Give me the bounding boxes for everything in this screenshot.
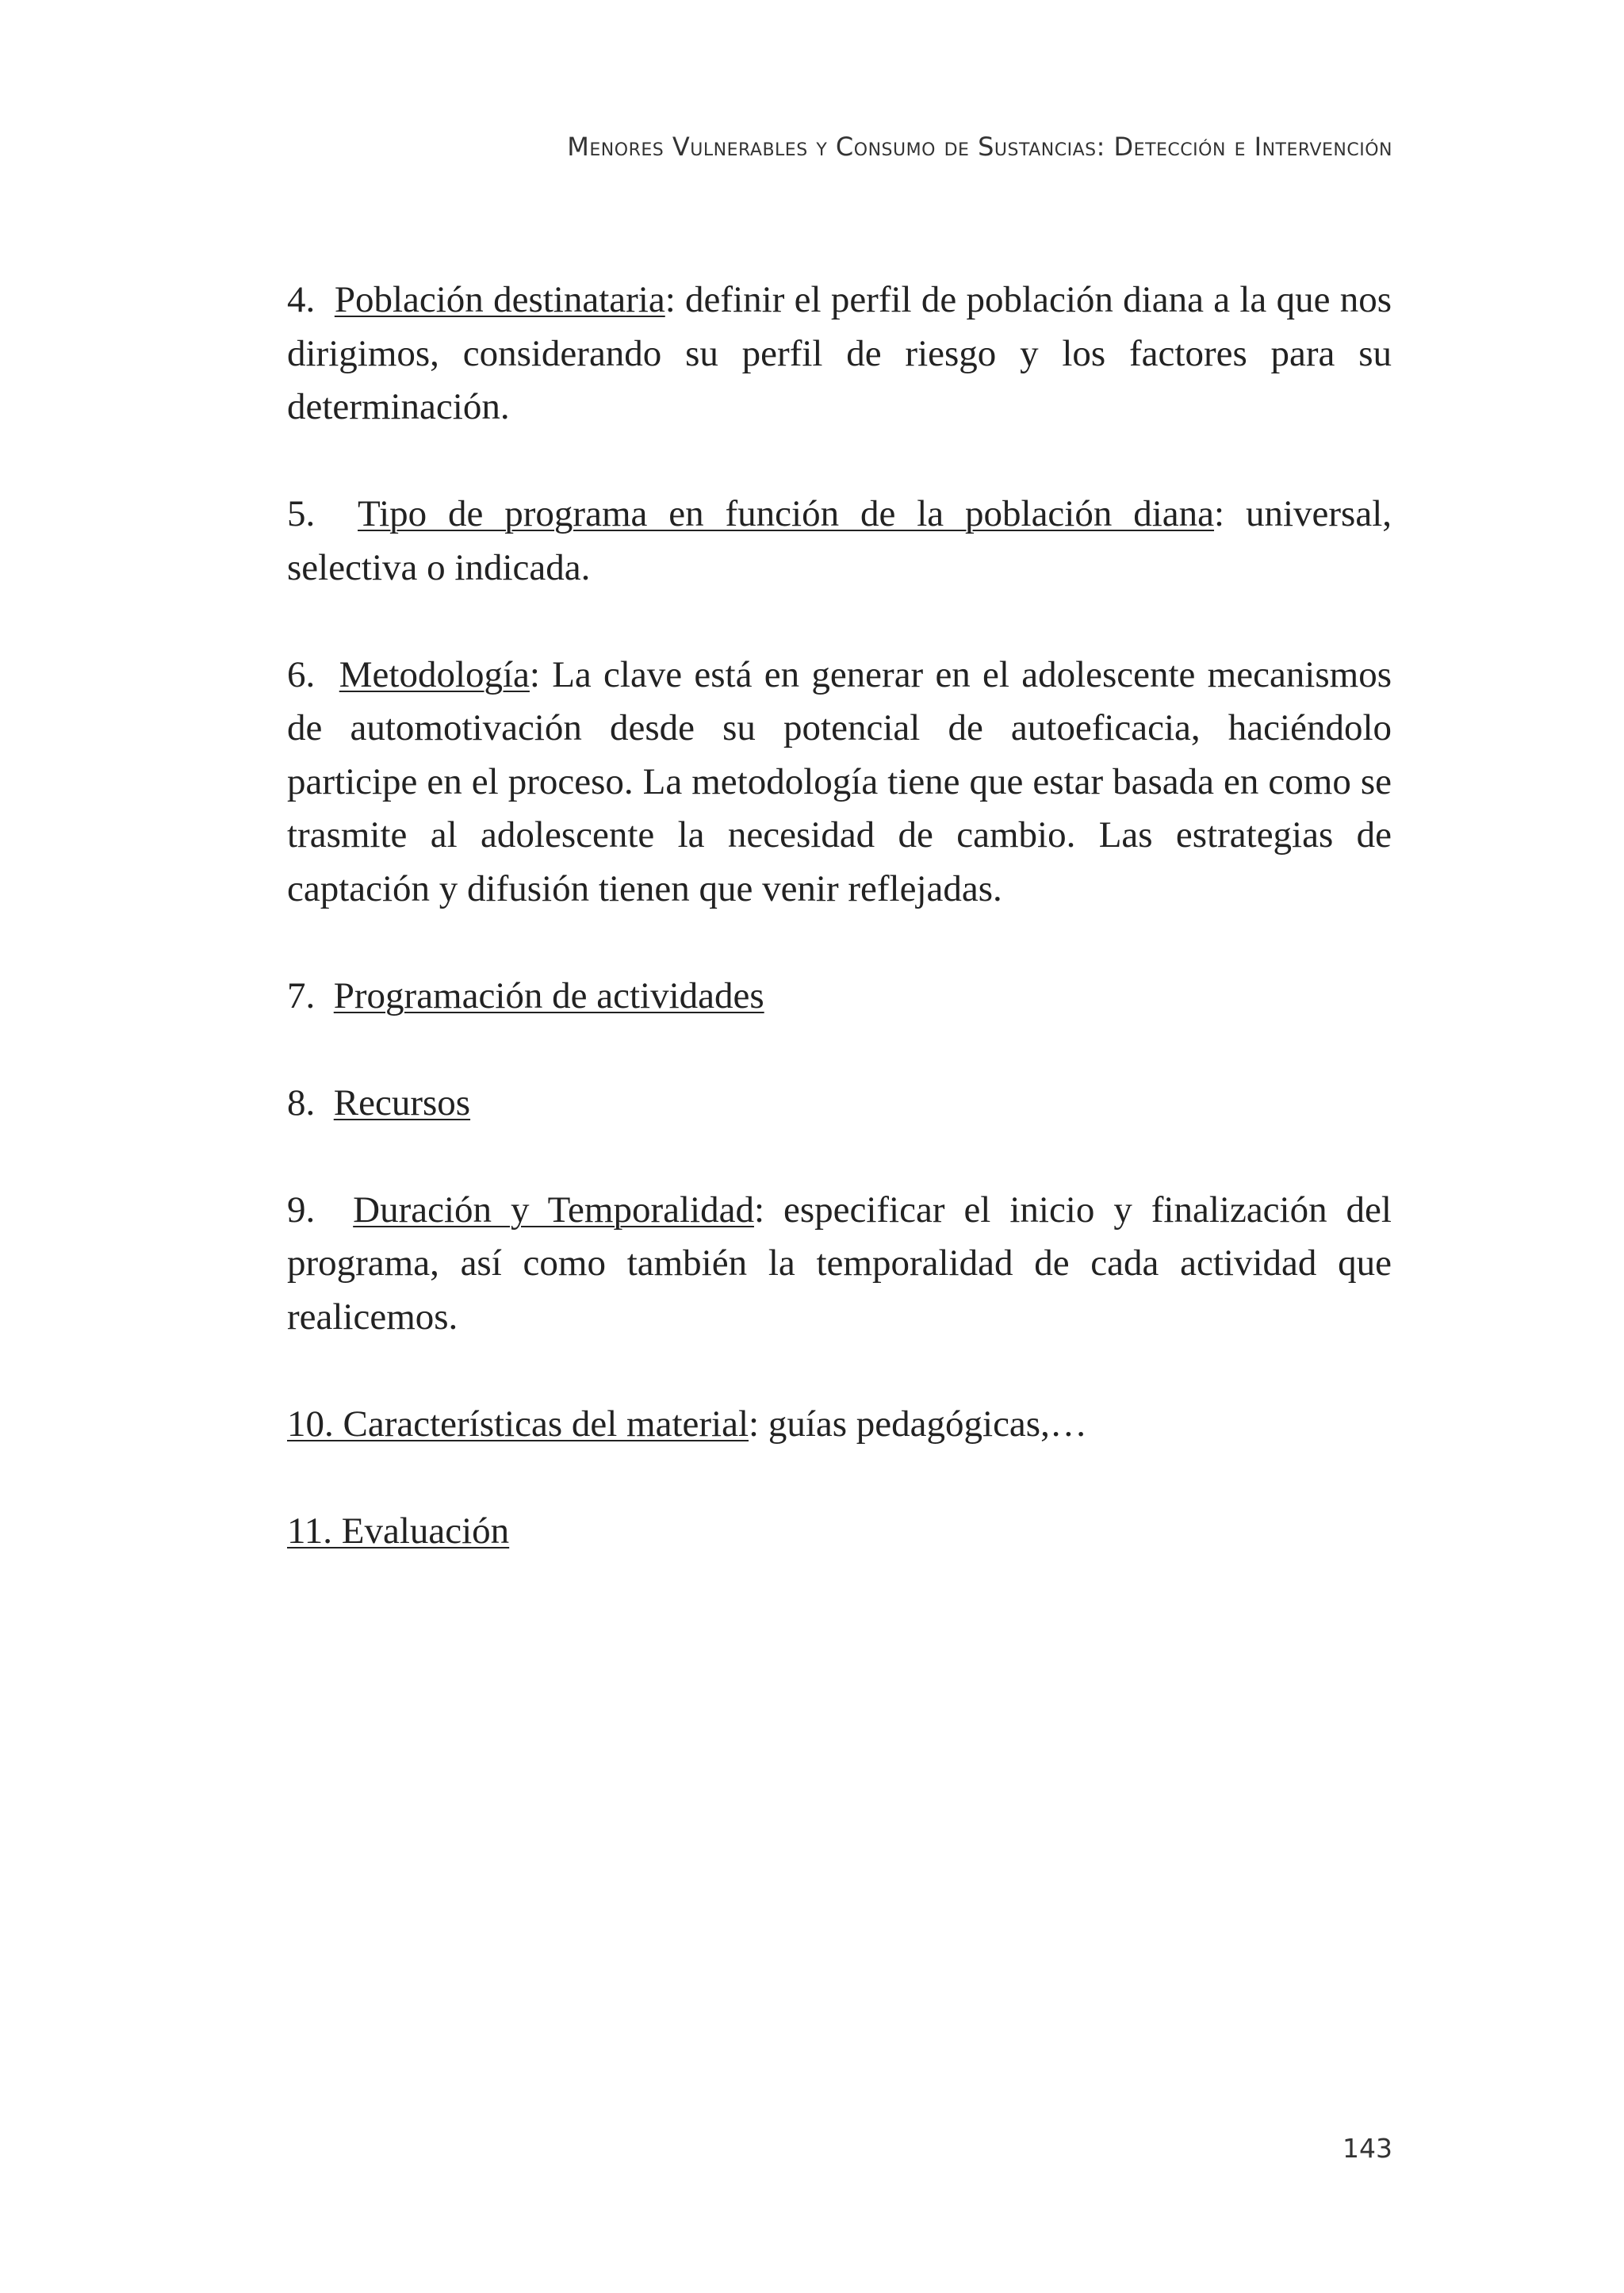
item-number: 4. (287, 279, 316, 320)
running-header: Menores Vulnerables y Consumo de Sustancias: Detección e Intervención (567, 132, 1392, 162)
item-text: : definir el perfil de población diana a la que nos dirigimos, considerando su perfil de riesgo y los factores para su determinación. (287, 279, 1392, 427)
page-number: 143 (1342, 2133, 1392, 2164)
item-term: 10. Características del material (287, 1403, 749, 1445)
item-term: 11. Evaluación (287, 1510, 510, 1552)
list-item-6 (287, 649, 1392, 917)
item-term: Metodología (339, 653, 530, 695)
item-number: 9. (287, 1189, 316, 1231)
list-item-11 (287, 1505, 1392, 1559)
list-item-10 (287, 1398, 1392, 1452)
item-number: 5. (287, 493, 316, 534)
list-item-5 (287, 488, 1392, 595)
list-item-7 (287, 970, 1392, 1024)
item-text: : La clave está en generar en el adolescente mecanismos de automotivación desde su potencial de autoeficacia, haciéndolo participe en el proceso. La metodología tiene que estar basada en como se trasmite al adolescente la necesidad de cambio. Las estrategias de captación y difusión tienen que venir reflejadas. (287, 653, 1392, 909)
item-term: Recursos (333, 1081, 471, 1124)
page-body (287, 274, 1392, 1612)
list-item-9 (287, 1184, 1392, 1345)
item-number: 6. (287, 653, 316, 695)
item-number: 7. (287, 974, 316, 1016)
item-term: Duración y Temporalidad (353, 1189, 754, 1231)
list-item-8 (287, 1077, 1392, 1131)
item-term: Programación de actividades (333, 974, 764, 1016)
item-term: Tipo de programa en función de la población diana (358, 493, 1215, 534)
item-number: 8. (287, 1081, 316, 1124)
item-text: : guías pedagógicas,… (749, 1403, 1087, 1445)
item-term: Población destinataria (334, 279, 665, 320)
list-item-4 (287, 274, 1392, 434)
item-text: : especificar el inicio y finalización del programa, así como también la temporalidad de cada actividad que realicemos. (287, 1189, 1392, 1338)
item-text: : universal, selectiva o indicada. (287, 493, 1392, 588)
